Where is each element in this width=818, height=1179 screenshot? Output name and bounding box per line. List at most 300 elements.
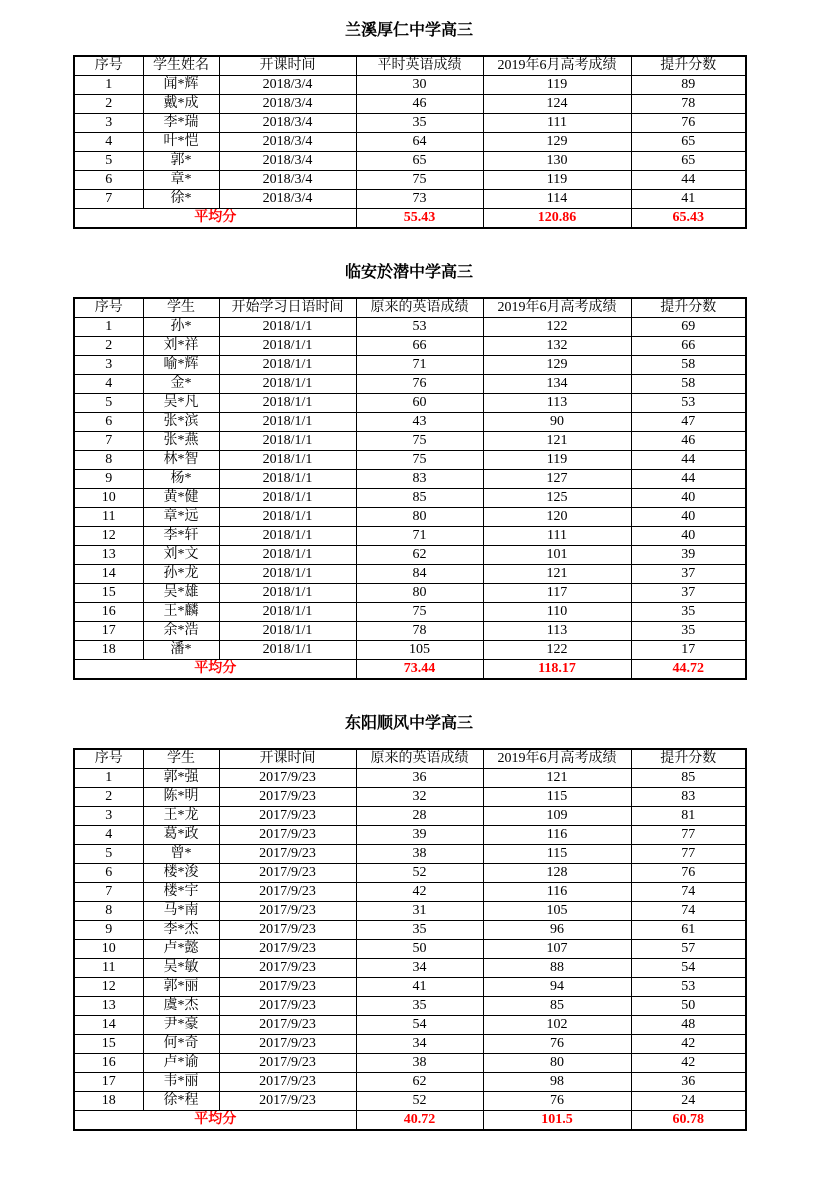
cell: 15	[74, 1035, 143, 1054]
header-row	[74, 298, 746, 318]
score-table	[73, 55, 747, 229]
cell: 46	[631, 432, 746, 451]
average-value: 55.43	[356, 209, 483, 229]
cell: 11	[74, 959, 143, 978]
cell: 81	[631, 807, 746, 826]
cell: 尹*豪	[143, 1016, 219, 1035]
column-header: 学生	[143, 298, 219, 318]
column-header: 平时英语成绩	[356, 56, 483, 76]
table-body	[74, 769, 746, 1131]
cell: 84	[356, 565, 483, 584]
cell: 122	[483, 641, 631, 660]
cell: 6	[74, 413, 143, 432]
cell: 46	[356, 95, 483, 114]
cell: 楼*宇	[143, 883, 219, 902]
column-header: 开课时间	[219, 749, 356, 769]
cell: 76	[483, 1092, 631, 1111]
cell: 章*	[143, 171, 219, 190]
cell: 2018/1/1	[219, 489, 356, 508]
cell: 15	[74, 584, 143, 603]
cell: 喻*辉	[143, 356, 219, 375]
cell: 2	[74, 337, 143, 356]
cell: 16	[74, 1054, 143, 1073]
cell: 54	[356, 1016, 483, 1035]
cell: 卢*谕	[143, 1054, 219, 1073]
cell: 37	[631, 584, 746, 603]
cell: 2018/1/1	[219, 641, 356, 660]
cell: 116	[483, 826, 631, 845]
cell: 61	[631, 921, 746, 940]
average-value: 73.44	[356, 660, 483, 680]
table-row	[74, 769, 746, 788]
cell: 132	[483, 337, 631, 356]
column-header: 开始学习日语时间	[219, 298, 356, 318]
cell: 58	[631, 375, 746, 394]
cell: 刘*祥	[143, 337, 219, 356]
cell: 8	[74, 902, 143, 921]
cell: 83	[631, 788, 746, 807]
cell: 3	[74, 114, 143, 133]
cell: 12	[74, 978, 143, 997]
cell: 13	[74, 997, 143, 1016]
cell: 吴*雄	[143, 584, 219, 603]
cell: 74	[631, 883, 746, 902]
table-row	[74, 76, 746, 95]
cell: 65	[631, 152, 746, 171]
cell: 128	[483, 864, 631, 883]
table-row	[74, 190, 746, 209]
cell: 17	[631, 641, 746, 660]
cell: 66	[356, 337, 483, 356]
cell: 120	[483, 508, 631, 527]
cell: 1	[74, 76, 143, 95]
cell: 77	[631, 826, 746, 845]
header-row	[74, 749, 746, 769]
cell: 42	[356, 883, 483, 902]
table-row	[74, 807, 746, 826]
cell: 53	[631, 394, 746, 413]
cell: 2018/1/1	[219, 318, 356, 337]
cell: 94	[483, 978, 631, 997]
cell: 41	[631, 190, 746, 209]
cell: 115	[483, 788, 631, 807]
cell: 119	[483, 451, 631, 470]
cell: 2017/9/23	[219, 788, 356, 807]
cell: 40	[631, 508, 746, 527]
cell: 34	[356, 959, 483, 978]
cell: 85	[631, 769, 746, 788]
cell: 36	[631, 1073, 746, 1092]
cell: 9	[74, 470, 143, 489]
cell: 马*南	[143, 902, 219, 921]
cell: 葛*政	[143, 826, 219, 845]
cell: 4	[74, 375, 143, 394]
cell: 10	[74, 489, 143, 508]
cell: 75	[356, 171, 483, 190]
cell: 11	[74, 508, 143, 527]
cell: 2018/1/1	[219, 527, 356, 546]
school-section-lanxi	[73, 22, 745, 229]
cell: 116	[483, 883, 631, 902]
column-header: 提升分数	[631, 298, 746, 318]
average-label: 平均分	[74, 209, 356, 229]
table-row	[74, 978, 746, 997]
cell: 2017/9/23	[219, 940, 356, 959]
cell: 130	[483, 152, 631, 171]
cell: 47	[631, 413, 746, 432]
cell: 7	[74, 883, 143, 902]
cell: 2017/9/23	[219, 997, 356, 1016]
table-row	[74, 394, 746, 413]
average-row	[74, 1111, 746, 1131]
table-row	[74, 337, 746, 356]
cell: 119	[483, 171, 631, 190]
cell: 50	[631, 997, 746, 1016]
table-row	[74, 788, 746, 807]
table-row	[74, 997, 746, 1016]
cell: 73	[356, 190, 483, 209]
column-header: 2019年6月高考成绩	[483, 749, 631, 769]
cell: 2017/9/23	[219, 883, 356, 902]
cell: 111	[483, 527, 631, 546]
cell: 吴*敏	[143, 959, 219, 978]
cell: 2	[74, 788, 143, 807]
cell: 57	[631, 940, 746, 959]
cell: 41	[356, 978, 483, 997]
cell: 张*燕	[143, 432, 219, 451]
cell: 18	[74, 1092, 143, 1111]
cell: 6	[74, 864, 143, 883]
cell: 42	[631, 1035, 746, 1054]
cell: 陈*明	[143, 788, 219, 807]
table-header	[74, 56, 746, 76]
cell: 2017/9/23	[219, 1092, 356, 1111]
cell: 88	[483, 959, 631, 978]
column-header: 序号	[74, 56, 143, 76]
table-row	[74, 375, 746, 394]
average-row	[74, 660, 746, 680]
cell: 李*瑞	[143, 114, 219, 133]
cell: 89	[631, 76, 746, 95]
table-row	[74, 1073, 746, 1092]
cell: 王*麟	[143, 603, 219, 622]
cell: 65	[631, 133, 746, 152]
cell: 5	[74, 394, 143, 413]
cell: 52	[356, 1092, 483, 1111]
school-section-linan	[73, 264, 745, 680]
cell: 40	[631, 527, 746, 546]
cell: 2018/3/4	[219, 171, 356, 190]
cell: 35	[631, 603, 746, 622]
table-row	[74, 902, 746, 921]
cell: 7	[74, 432, 143, 451]
cell: 2017/9/23	[219, 1035, 356, 1054]
table-row	[74, 584, 746, 603]
cell: 76	[631, 114, 746, 133]
cell: 105	[356, 641, 483, 660]
cell: 117	[483, 584, 631, 603]
cell: 65	[356, 152, 483, 171]
cell: 35	[356, 921, 483, 940]
cell: 卢*懿	[143, 940, 219, 959]
cell: 2018/1/1	[219, 394, 356, 413]
average-value: 65.43	[631, 209, 746, 229]
cell: 王*龙	[143, 807, 219, 826]
cell: 章*远	[143, 508, 219, 527]
table-row	[74, 508, 746, 527]
table-row	[74, 451, 746, 470]
cell: 66	[631, 337, 746, 356]
cell: 105	[483, 902, 631, 921]
cell: 35	[356, 997, 483, 1016]
cell: 2017/9/23	[219, 921, 356, 940]
cell: 李*杰	[143, 921, 219, 940]
cell: 吴*凡	[143, 394, 219, 413]
cell: 3	[74, 356, 143, 375]
cell: 2017/9/23	[219, 807, 356, 826]
header-row	[74, 56, 746, 76]
cell: 40	[631, 489, 746, 508]
cell: 李*轩	[143, 527, 219, 546]
cell: 郭*强	[143, 769, 219, 788]
cell: 64	[356, 133, 483, 152]
cell: 林*智	[143, 451, 219, 470]
cell: 75	[356, 603, 483, 622]
cell: 121	[483, 432, 631, 451]
cell: 郭*丽	[143, 978, 219, 997]
cell: 101	[483, 546, 631, 565]
cell: 5	[74, 152, 143, 171]
cell: 2018/1/1	[219, 337, 356, 356]
cell: 杨*	[143, 470, 219, 489]
cell: 44	[631, 451, 746, 470]
cell: 76	[356, 375, 483, 394]
cell: 2018/3/4	[219, 76, 356, 95]
cell: 12	[74, 527, 143, 546]
average-value: 44.72	[631, 660, 746, 680]
table-body	[74, 76, 746, 229]
average-value: 40.72	[356, 1111, 483, 1131]
cell: 2017/9/23	[219, 1054, 356, 1073]
average-label: 平均分	[74, 660, 356, 680]
table-row	[74, 489, 746, 508]
cell: 2017/9/23	[219, 826, 356, 845]
cell: 闻*辉	[143, 76, 219, 95]
cell: 76	[631, 864, 746, 883]
cell: 39	[631, 546, 746, 565]
cell: 虞*杰	[143, 997, 219, 1016]
cell: 62	[356, 546, 483, 565]
score-table	[73, 748, 747, 1131]
cell: 42	[631, 1054, 746, 1073]
cell: 134	[483, 375, 631, 394]
cell: 2018/1/1	[219, 356, 356, 375]
cell: 1	[74, 769, 143, 788]
cell: 80	[483, 1054, 631, 1073]
table-row	[74, 959, 746, 978]
cell: 71	[356, 356, 483, 375]
cell: 17	[74, 1073, 143, 1092]
cell: 85	[483, 997, 631, 1016]
cell: 75	[356, 432, 483, 451]
cell: 53	[356, 318, 483, 337]
column-header: 2019年6月高考成绩	[483, 298, 631, 318]
cell: 孙*	[143, 318, 219, 337]
table-row	[74, 826, 746, 845]
table-row	[74, 1016, 746, 1035]
cell: 何*奇	[143, 1035, 219, 1054]
cell: 2018/1/1	[219, 622, 356, 641]
cell: 80	[356, 508, 483, 527]
average-label: 平均分	[74, 1111, 356, 1131]
cell: 10	[74, 940, 143, 959]
column-header: 序号	[74, 298, 143, 318]
column-header: 原来的英语成绩	[356, 298, 483, 318]
cell: 58	[631, 356, 746, 375]
cell: 潘*	[143, 641, 219, 660]
cell: 96	[483, 921, 631, 940]
cell: 31	[356, 902, 483, 921]
table-body	[74, 318, 746, 680]
cell: 37	[631, 565, 746, 584]
cell: 刘*文	[143, 546, 219, 565]
average-value: 60.78	[631, 1111, 746, 1131]
cell: 125	[483, 489, 631, 508]
average-value: 120.86	[483, 209, 631, 229]
cell: 4	[74, 133, 143, 152]
cell: 62	[356, 1073, 483, 1092]
cell: 80	[356, 584, 483, 603]
cell: 戴*成	[143, 95, 219, 114]
cell: 129	[483, 356, 631, 375]
cell: 53	[631, 978, 746, 997]
cell: 2017/9/23	[219, 769, 356, 788]
table-row	[74, 432, 746, 451]
cell: 2018/3/4	[219, 190, 356, 209]
table-row	[74, 527, 746, 546]
cell: 24	[631, 1092, 746, 1111]
cell: 109	[483, 807, 631, 826]
cell: 129	[483, 133, 631, 152]
cell: 119	[483, 76, 631, 95]
cell: 4	[74, 826, 143, 845]
cell: 44	[631, 470, 746, 489]
table-row	[74, 1035, 746, 1054]
cell: 1	[74, 318, 143, 337]
cell: 60	[356, 394, 483, 413]
column-header: 原来的英语成绩	[356, 749, 483, 769]
cell: 76	[483, 1035, 631, 1054]
table-row	[74, 603, 746, 622]
cell: 44	[631, 171, 746, 190]
table-row	[74, 546, 746, 565]
cell: 111	[483, 114, 631, 133]
cell: 2018/1/1	[219, 508, 356, 527]
cell: 14	[74, 565, 143, 584]
cell: 2017/9/23	[219, 978, 356, 997]
cell: 107	[483, 940, 631, 959]
cell: 2018/1/1	[219, 603, 356, 622]
cell: 85	[356, 489, 483, 508]
cell: 32	[356, 788, 483, 807]
cell: 17	[74, 622, 143, 641]
cell: 35	[631, 622, 746, 641]
column-header: 学生姓名	[143, 56, 219, 76]
cell: 2018/1/1	[219, 451, 356, 470]
cell: 28	[356, 807, 483, 826]
cell: 127	[483, 470, 631, 489]
table-row	[74, 883, 746, 902]
average-value: 101.5	[483, 1111, 631, 1131]
table-row	[74, 152, 746, 171]
cell: 2018/3/4	[219, 133, 356, 152]
cell: 8	[74, 451, 143, 470]
cell: 69	[631, 318, 746, 337]
cell: 113	[483, 394, 631, 413]
cell: 徐*	[143, 190, 219, 209]
table-title: 兰溪厚仁中学高三	[344, 22, 473, 39]
cell: 金*	[143, 375, 219, 394]
cell: 35	[356, 114, 483, 133]
cell: 77	[631, 845, 746, 864]
cell: 徐*程	[143, 1092, 219, 1111]
cell: 113	[483, 622, 631, 641]
table-row	[74, 318, 746, 337]
table-header	[74, 298, 746, 318]
cell: 2018/1/1	[219, 584, 356, 603]
cell: 102	[483, 1016, 631, 1035]
cell: 2018/3/4	[219, 95, 356, 114]
table-row	[74, 1092, 746, 1111]
table-row	[74, 940, 746, 959]
cell: 6	[74, 171, 143, 190]
cell: 54	[631, 959, 746, 978]
table-row	[74, 845, 746, 864]
cell: 98	[483, 1073, 631, 1092]
cell: 14	[74, 1016, 143, 1035]
cell: 38	[356, 1054, 483, 1073]
table-row	[74, 864, 746, 883]
table-row	[74, 565, 746, 584]
cell: 2017/9/23	[219, 959, 356, 978]
school-section-dongyang	[73, 715, 745, 1131]
average-row	[74, 209, 746, 229]
cell: 30	[356, 76, 483, 95]
cell: 2018/1/1	[219, 375, 356, 394]
column-header: 学生	[143, 749, 219, 769]
cell: 36	[356, 769, 483, 788]
table-header	[74, 749, 746, 769]
cell: 3	[74, 807, 143, 826]
cell: 78	[631, 95, 746, 114]
table-row	[74, 1054, 746, 1073]
cell: 2	[74, 95, 143, 114]
cell: 孙*龙	[143, 565, 219, 584]
cell: 90	[483, 413, 631, 432]
table-row	[74, 356, 746, 375]
cell: 郭*	[143, 152, 219, 171]
cell: 13	[74, 546, 143, 565]
cell: 34	[356, 1035, 483, 1054]
table-row	[74, 133, 746, 152]
cell: 115	[483, 845, 631, 864]
cell: 黄*健	[143, 489, 219, 508]
cell: 78	[356, 622, 483, 641]
cell: 50	[356, 940, 483, 959]
cell: 124	[483, 95, 631, 114]
table-title: 临安於潜中学高三	[344, 264, 473, 281]
cell: 38	[356, 845, 483, 864]
